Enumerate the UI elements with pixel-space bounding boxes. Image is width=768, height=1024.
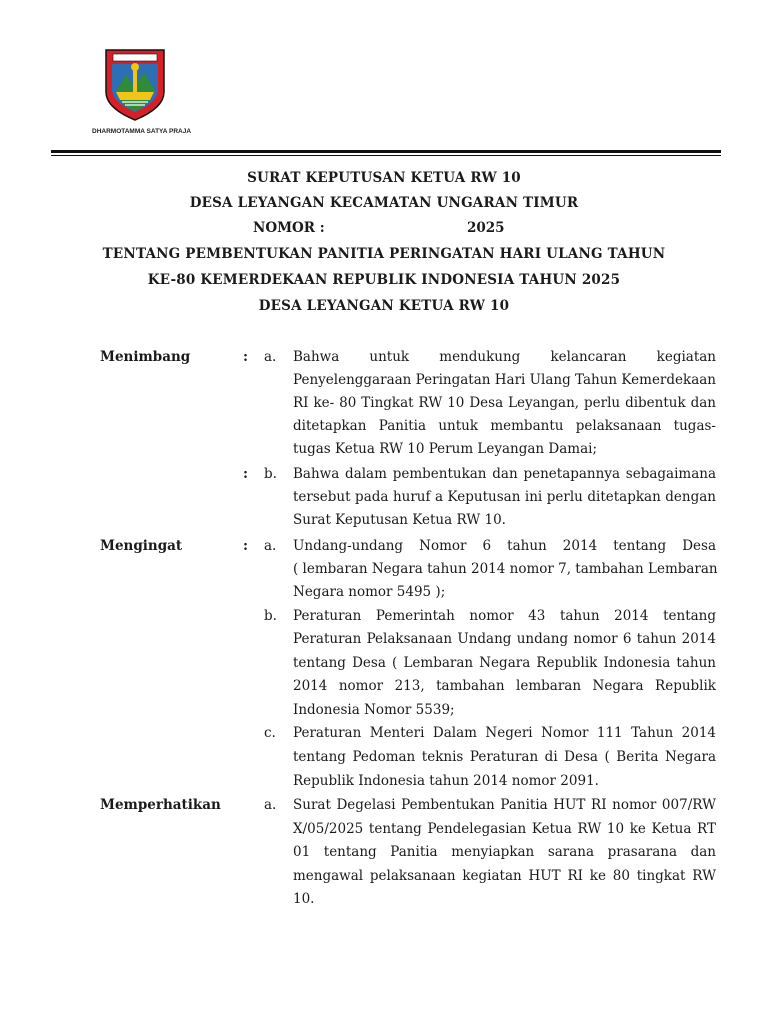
mengingat-a-line-2: ( lembaran Negara tahun 2014 nomor 7, tambahan Lembaran <box>293 561 718 577</box>
mengingat-c-line-3: Republik Indonesia tahun 2014 nomor 2091. <box>293 773 599 789</box>
subject-line-3: DESA LEYANGAN KETUA RW 10 <box>258 298 510 314</box>
memperhatikan-a-line-1: Surat Degelasi Pembentukan Panitia HUT RI nomor 007/RW <box>293 797 716 813</box>
header-divider-thin <box>51 155 721 156</box>
menimbang-b-line-1: Bahwa dalam pembentukan dan penetapannya sebagaimana <box>293 466 716 482</box>
item-letter: a. <box>264 349 277 365</box>
title-line-2: DESA LEYANGAN KECAMATAN UNGARAN TIMUR <box>189 195 579 211</box>
colon: : <box>243 538 248 554</box>
colon: : <box>243 349 248 365</box>
menimbang-a-line-5: tugas Ketua RW 10 Perum Leyangan Damai; <box>293 441 598 457</box>
title-line-1: SURAT KEPUTUSAN KETUA RW 10 <box>247 170 521 186</box>
menimbang-a-line-2: Penyelenggaraan Peringatan Hari Ulang Tahun Kemerdekaan <box>293 372 716 388</box>
section-label-mengingat: Mengingat <box>100 538 183 554</box>
menimbang-a-line-1: Bahwa untuk mendukung kelancaran kegiatan <box>293 349 716 365</box>
colon: : <box>243 466 248 482</box>
memperhatikan-a-line-4: mengawal pelaksanaan kegiatan HUT RI ke 80 tingkat RW <box>293 868 716 884</box>
mengingat-c-line-2: tentang Pedoman teknis Peraturan di Desa ( Berita Negara <box>293 749 716 765</box>
section-label-memperhatikan: Memperhatikan <box>100 797 221 813</box>
mengingat-b-line-1: Peraturan Pemerintah nomor 43 tahun 2014 tentang <box>293 608 716 624</box>
section-label-menimbang: Menimbang <box>100 349 191 365</box>
mengingat-b-line-3: tentang Desa ( Lembaran Negara Republik Indonesia tahun <box>293 655 716 671</box>
mengingat-b-line-5: Indonesia Nomor 5539; <box>293 702 455 718</box>
nomor-year: 2025 <box>467 220 505 236</box>
mengingat-b-line-4: 2014 nomor 213, tambahan lembaran Negara Republik <box>293 678 716 694</box>
mengingat-b-line-2: Peraturan Pelaksanaan Undang undang nomor 6 tahun 2014 <box>293 631 716 647</box>
item-letter: a. <box>264 797 277 813</box>
menimbang-a-line-3: RI ke- 80 Tingkat RW 10 Desa Leyangan, perlu dibentuk dan <box>293 395 716 411</box>
logo-motto: DHARMOTAMMA SATYA PRAJA <box>92 128 192 135</box>
menimbang-b-line-2: tersebut pada huruf a Keputusan ini perlu ditetapkan dengan <box>293 489 716 505</box>
memperhatikan-a-line-5: 10. <box>293 891 315 907</box>
mengingat-c-line-1: Peraturan Menteri Dalam Negeri Nomor 111 Tahun 2014 <box>293 725 716 741</box>
nomor-label: NOMOR : <box>253 220 325 236</box>
memperhatikan-a-line-2: X/05/2025 tentang Pendelegasian Ketua RW 10 ke Ketua RT <box>293 821 716 837</box>
menimbang-a-line-4: ditetapkan Panitia untuk membantu pelaksanaan tugas- <box>293 418 716 434</box>
mengingat-a-line-1: Undang-undang Nomor 6 tahun 2014 tentang Desa <box>293 538 716 554</box>
item-letter: b. <box>264 466 277 482</box>
kabupaten-semarang-emblem-icon <box>104 48 166 122</box>
subject-line-1: TENTANG PEMBENTUKAN PANITIA PERINGATAN HARI ULANG TAHUN <box>102 246 666 262</box>
menimbang-b-line-3: Surat Keputusan Ketua RW 10. <box>293 512 506 528</box>
subject-line-2: KE-80 KEMERDEKAAN REPUBLIK INDONESIA TAHUN 2025 <box>147 272 621 288</box>
memperhatikan-a-line-3: 01 tentang Panitia menyiapkan sarana prasarana dan <box>293 844 716 860</box>
item-letter: b. <box>264 608 277 624</box>
mengingat-a-line-3: Negara nomor 5495 ); <box>293 584 446 600</box>
item-letter: c. <box>264 725 276 741</box>
item-letter: a. <box>264 538 277 554</box>
header-divider <box>51 150 721 153</box>
